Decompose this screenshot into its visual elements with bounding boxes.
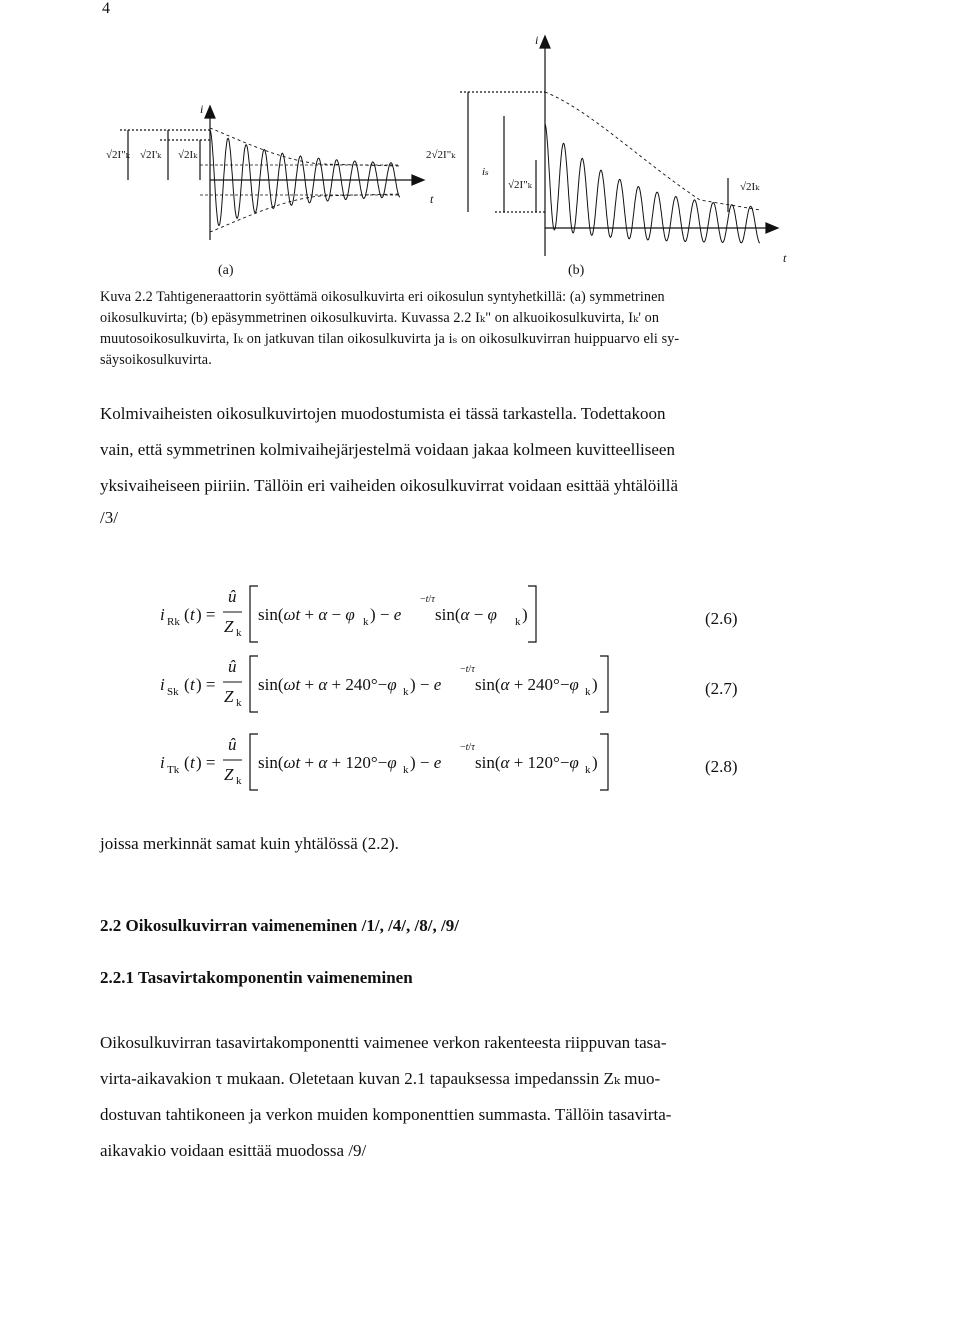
paragraph-line: yksivaiheiseen piiriin. Tällöin eri vaiheiden oikosulkuvirrat voidaan esittää yhtälöillä xyxy=(100,476,679,495)
panel-b-axis-t-label: t xyxy=(783,251,787,265)
svg-text:Rk: Rk xyxy=(167,616,180,628)
svg-text:(: ( xyxy=(184,675,190,694)
panel-a-label: (a) xyxy=(218,263,234,278)
svg-text:t: t xyxy=(190,605,195,624)
equation-2-7-formula xyxy=(160,650,700,722)
panel-a-i-arrow xyxy=(205,106,215,118)
svg-text:û: û xyxy=(228,735,237,754)
svg-text:k: k xyxy=(403,764,409,776)
equation-2-8-formula xyxy=(160,728,700,800)
svg-text:−t/τ: −t/τ xyxy=(460,664,475,675)
equation-2-6-formula xyxy=(160,580,700,652)
svg-text:sin(ωt + α − φ: sin(ωt + α − φ xyxy=(258,605,355,624)
svg-text:k: k xyxy=(236,697,242,709)
panel-a-axis-t-label: t xyxy=(430,192,434,206)
caption-line: oikosulkuvirta; (b) epäsymmetrinen oikosulkuvirta. Kuvassa 2.2 Iₖ" on alkuoikosulkuvirta, Iₖ' on xyxy=(100,310,660,326)
svg-text:i: i xyxy=(160,675,165,694)
svg-text:) =: ) = xyxy=(196,675,216,694)
panel-a-waveform xyxy=(210,130,400,226)
panel-b-peak-label: √2I"ₖ xyxy=(508,179,532,191)
svg-text:t: t xyxy=(190,675,195,694)
svg-text:(: ( xyxy=(184,753,190,772)
svg-text:): ) xyxy=(592,753,598,772)
svg-text:Z: Z xyxy=(224,687,234,706)
equation-2-7 xyxy=(160,650,780,722)
paragraph-line: vain, että symmetrinen kolmivaihejärjestelmä voidaan jakaa kolmeen kuvitteelliseen xyxy=(100,440,675,459)
svg-text:k: k xyxy=(363,616,369,628)
svg-text:t: t xyxy=(190,753,195,772)
svg-text:) =: ) = xyxy=(196,753,216,772)
paragraph-1 xyxy=(100,396,788,504)
paragraph-2 xyxy=(100,1025,772,1169)
svg-text:i: i xyxy=(160,605,165,624)
svg-text:−t/τ: −t/τ xyxy=(420,594,435,605)
panel-a-peak2-label: √2I'ₖ xyxy=(140,149,162,161)
svg-text:) − e: ) − e xyxy=(410,675,442,694)
paragraph-line: Kolmivaiheisten oikosulkuvirtojen muodostumista ei tässä tarkastella. Todettakoon xyxy=(100,404,666,423)
svg-text:k: k xyxy=(236,775,242,787)
equation-number: (2.8) xyxy=(705,757,738,776)
panel-a-peak1-label: √2I"ₖ xyxy=(106,149,130,161)
svg-text:k: k xyxy=(585,764,591,776)
svg-text:) =: ) = xyxy=(196,605,216,624)
svg-text:): ) xyxy=(592,675,598,694)
caption-line: säysoikosulkuvirta. xyxy=(100,352,212,368)
panel-b-steady-label: √2Iₖ xyxy=(740,181,760,193)
svg-text:(: ( xyxy=(184,605,190,624)
equation-2-8 xyxy=(160,728,780,800)
svg-text:û: û xyxy=(228,657,237,676)
svg-text:k: k xyxy=(515,616,521,628)
svg-text:Z: Z xyxy=(224,617,234,636)
paragraph-line: Oikosulkuvirran tasavirtakomponentti vaimenee verkon rakenteesta riippuvan tasa- xyxy=(100,1033,667,1052)
svg-text:sin(α + 120°−φ: sin(α + 120°−φ xyxy=(475,753,579,772)
svg-text:Tk: Tk xyxy=(167,764,180,776)
svg-text:−t/τ: −t/τ xyxy=(460,742,475,753)
svg-text:sin(α + 240°−φ: sin(α + 240°−φ xyxy=(475,675,579,694)
paragraph-line: dostuvan tahtikoneen ja verkon muiden komponenttien summasta. Tällöin tasavirta- xyxy=(100,1105,672,1124)
panel-b-dc-label: 2√2I"ₖ xyxy=(426,149,456,161)
panel-b-i-arrow xyxy=(540,36,550,48)
svg-text:û: û xyxy=(228,587,237,606)
svg-text:) − e: ) − e xyxy=(410,753,442,772)
panel-b-label: (b) xyxy=(568,263,585,278)
svg-text:Z: Z xyxy=(224,765,234,784)
figure-short-circuit-current xyxy=(0,0,960,290)
equation-2-6 xyxy=(160,580,780,652)
svg-text:k: k xyxy=(236,627,242,639)
panel-b-t-arrow xyxy=(766,223,778,233)
svg-text:k: k xyxy=(403,686,409,698)
paragraph-line: virta-aikavakion τ mukaan. Oletetaan kuvan 2.1 tapauksessa impedanssin Zₖ muo- xyxy=(100,1069,661,1088)
panel-a-axis-i-label: i xyxy=(200,102,204,116)
section-heading: 2.2 Oikosulkuvirran vaimeneminen /1/, /4/, /8/, /9/ xyxy=(100,916,459,935)
after-equations-text: joissa merkinnät samat kuin yhtälössä (2.2). xyxy=(100,834,399,853)
svg-text:Sk: Sk xyxy=(167,686,179,698)
equation-number: (2.6) xyxy=(705,609,738,628)
caption-line: Kuva 2.2 Tahtigeneraattorin syöttämä oikosulkuvirta eri oikosulun syntyhetkillä: (a) symmetrinen xyxy=(100,289,665,305)
panel-b-is-label: iₛ xyxy=(482,166,489,178)
subsection-heading: 2.2.1 Tasavirtakomponentin vaimeneminen xyxy=(100,968,413,987)
svg-text:sin(ωt + α + 240°−φ: sin(ωt + α + 240°−φ xyxy=(258,675,397,694)
svg-text:k: k xyxy=(585,686,591,698)
panel-a-peak3-label: √2Iₖ xyxy=(178,149,198,161)
paragraph-line: aikavakio voidaan esittää muodossa /9/ xyxy=(100,1141,367,1160)
caption-line: muutosoikosulkuvirta, Iₖ on jatkuvan tilan oikosulkuvirta ja iₛ on oikosulkuvirran huippuarvo eli sy- xyxy=(100,331,680,347)
equation-number: (2.7) xyxy=(705,679,738,698)
page-number: 4 xyxy=(102,0,110,17)
svg-text:i: i xyxy=(160,753,165,772)
svg-text:sin(ωt + α + 120°−φ: sin(ωt + α + 120°−φ xyxy=(258,753,397,772)
reference-marker: /3/ xyxy=(100,508,118,527)
figure-caption xyxy=(100,287,780,371)
svg-text:sin(α − φ: sin(α − φ xyxy=(435,605,497,624)
svg-text:): ) xyxy=(522,605,528,624)
panel-b xyxy=(460,36,778,256)
panel-b-axis-i-label: i xyxy=(535,33,539,47)
panel-a-t-arrow xyxy=(412,175,424,185)
svg-text:) − e: ) − e xyxy=(370,605,402,624)
panel-a xyxy=(120,106,424,240)
